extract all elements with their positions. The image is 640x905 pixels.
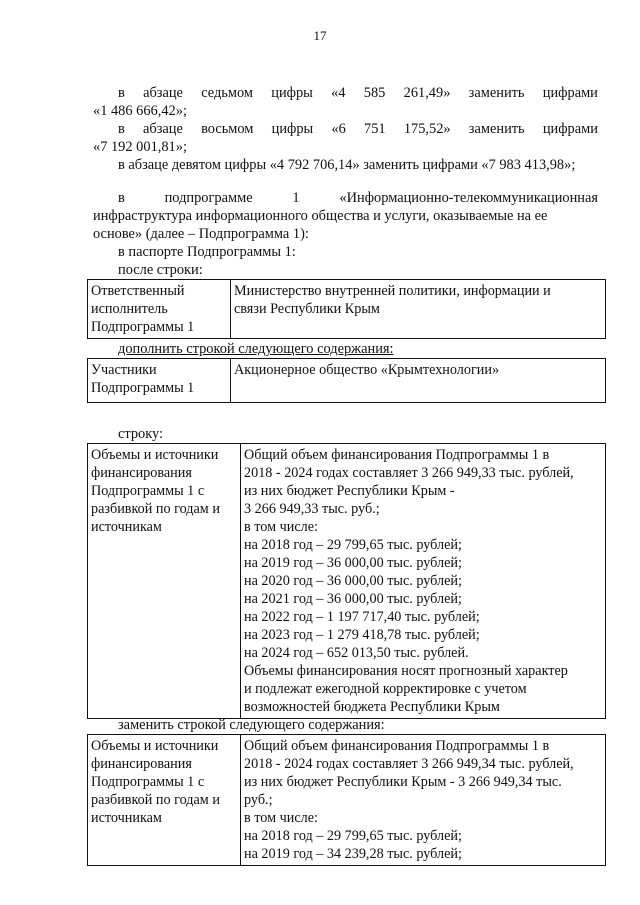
word: «4 <box>331 85 346 101</box>
word: подпрограмме <box>164 190 253 206</box>
cell-line: Объемы финансирования носят прогнозный характер <box>244 663 568 679</box>
cell-line: 2018 - 2024 годах составляет 3 266 949,33 тыс. рублей, <box>244 465 574 481</box>
table-cell-value <box>231 359 606 403</box>
cell-line: на 2022 год – 1 197 717,40 тыс. рублей; <box>244 609 480 625</box>
cell-line: Ответственный <box>91 283 185 299</box>
table-row <box>88 359 606 403</box>
table-cell-value <box>241 735 606 866</box>
paragraph-seventh <box>118 84 598 102</box>
word: 751 <box>364 121 386 137</box>
cell-line: в том числе: <box>244 519 318 535</box>
row-label: строку: <box>118 426 164 442</box>
table-cell-value <box>241 444 606 719</box>
word: восьмом <box>201 121 254 137</box>
word: в <box>118 121 125 137</box>
cell-line: на 2023 год – 1 279 418,78 тыс. рублей; <box>244 627 480 643</box>
cell-line: Общий объем финансирования Подпрограммы 1 в <box>244 738 550 754</box>
cell-line: на 2019 год – 36 000,00 тыс. рублей; <box>244 555 462 571</box>
cell-line: Акционерное общество «Крымтехнологии» <box>234 362 500 378</box>
cell-line <box>91 446 236 464</box>
cell-line: 2018 - 2024 годах составляет 3 266 949,34 тыс. рублей, <box>244 756 574 772</box>
word: седьмом <box>201 85 253 101</box>
cell-line: на 2024 год – 652 013,50 тыс. рублей. <box>244 645 469 661</box>
replace-row-label: заменить строкой следующего содержания: <box>118 717 385 733</box>
cell-line: связи Республики Крым <box>234 301 380 317</box>
after-row-label: после строки: <box>118 262 203 278</box>
cell-text: Объемы и источники <box>91 447 219 463</box>
cell-line: финансирования <box>91 465 192 481</box>
subprogram-intro-line-2: инфраструктура информационного общества и услуги, оказываемые на ее <box>93 208 548 224</box>
word: абзаце <box>143 121 183 137</box>
cell-line: возможностей бюджета Республики Крым <box>244 699 500 715</box>
cell-line: на 2018 год – 29 799,65 тыс. рублей; <box>244 537 462 553</box>
table-row <box>88 735 606 866</box>
table-financing-old <box>87 443 606 719</box>
word: 261,49» <box>403 85 451 101</box>
paragraph-ninth: в абзаце девятом цифры «4 792 706,14» заменить цифрами «7 983 413,98»; <box>118 157 576 173</box>
word: заменить <box>468 85 525 101</box>
word: цифры <box>271 121 314 137</box>
word: абзаце <box>143 85 183 101</box>
cell-line: на 2021 год – 36 000,00 тыс. рублей; <box>244 591 462 607</box>
cell-line: Подпрограммы 1 с <box>91 483 205 499</box>
cell-line: исполнитель <box>91 301 168 317</box>
cell-line: Общий объем финансирования Подпрограммы 1 в <box>244 447 550 463</box>
table-participants <box>87 358 606 403</box>
paragraph-seventh-value: «1 486 666,42»; <box>93 103 187 119</box>
paragraph-eighth-value: «7 192 001,81»; <box>93 139 187 155</box>
cell-line: Участники <box>91 362 157 378</box>
cell-line: на 2019 год – 34 239,28 тыс. рублей; <box>244 846 462 862</box>
cell-line: источникам <box>91 519 162 535</box>
word: 175,52» <box>403 121 451 137</box>
cell-line: разбивкой по годам и <box>91 501 220 517</box>
cell-line: 3 266 949,33 тыс. руб.; <box>244 501 380 517</box>
cell-line: разбивкой по годам и <box>91 792 220 808</box>
cell-line: и подлежат ежегодной корректировке с учетом <box>244 681 527 697</box>
cell-line: из них бюджет Республики Крым - 3 266 949,34 тыс. <box>244 774 562 790</box>
cell-line: в том числе: <box>244 810 318 826</box>
word: цифры <box>271 85 313 101</box>
cell-line: Подпрограммы 1 с <box>91 774 205 790</box>
word: «6 <box>331 121 346 137</box>
cell-line: на 2020 год – 36 000,00 тыс. рублей; <box>244 573 462 589</box>
cell-line: источникам <box>91 810 162 826</box>
cell-line: Подпрограммы 1 <box>91 319 195 335</box>
table-row <box>88 280 606 339</box>
table-cell-label <box>88 280 231 339</box>
word: цифрами <box>542 121 598 137</box>
word: 1 <box>292 190 300 206</box>
paragraph-eighth <box>118 120 598 138</box>
cell-line: руб.; <box>244 792 273 808</box>
table-responsible-executor <box>87 279 606 339</box>
table-cell-value <box>231 280 606 339</box>
word: цифрами <box>542 85 598 101</box>
table-row <box>88 444 606 719</box>
cell-line: Министерство внутренней политики, информации и <box>234 283 551 299</box>
add-row-label: дополнить строкой следующего содержания: <box>118 341 394 357</box>
subprogram-intro-line-3: основе» (далее – Подпрограмма 1): <box>93 226 309 242</box>
word: «Информационно-телекоммуникационная <box>339 190 598 206</box>
table-cell-label <box>88 735 241 866</box>
cell-line: на 2018 год – 29 799,65 тыс. рублей; <box>244 828 462 844</box>
table-cell-label <box>88 444 241 719</box>
page-number: 17 <box>313 28 327 43</box>
cell-line: из них бюджет Республики Крым - <box>244 483 455 499</box>
word: в <box>118 190 125 206</box>
passport-heading: в паспорте Подпрограммы 1: <box>118 244 296 260</box>
word: заменить <box>468 121 525 137</box>
cell-line: финансирования <box>91 756 192 772</box>
word: 585 <box>363 85 386 101</box>
table-financing-new <box>87 734 606 866</box>
cell-line: Подпрограммы 1 <box>91 380 195 396</box>
subprogram-intro-line-1 <box>118 189 598 207</box>
word: в <box>118 85 125 101</box>
cell-line: Объемы и источники <box>91 738 219 754</box>
table-cell-label <box>88 359 231 403</box>
